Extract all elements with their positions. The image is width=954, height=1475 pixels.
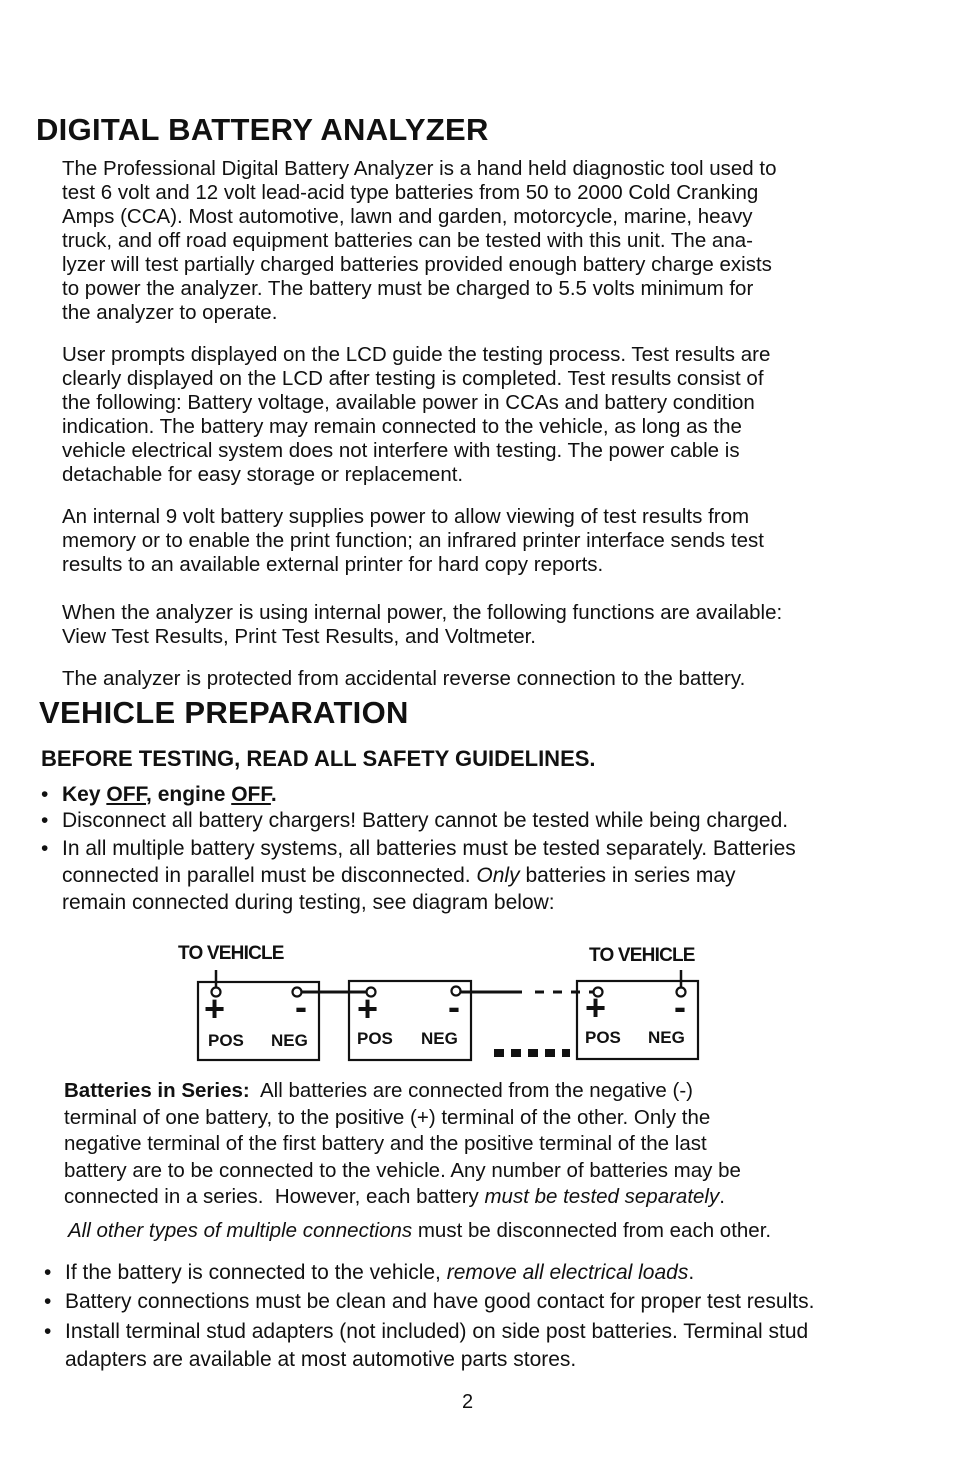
- text-line: vehicle electrical system does not interfere with testing. The power cable is: [62, 439, 740, 462]
- text-line: indication. The battery may remain connected to the vehicle, as long as the: [62, 415, 742, 438]
- plus-sign-2: +: [357, 988, 379, 1029]
- bullet-stud-adapters: [44, 1318, 809, 1374]
- engine-off-text: OFF: [231, 783, 271, 806]
- emphasis: remove all electrical loads: [446, 1261, 689, 1284]
- text-line: memory or to enable the print function; an infrared printer interface sends test: [62, 529, 764, 552]
- bullet-dot: •: [44, 1261, 52, 1284]
- text-line: to power the analyzer. The battery must be charged to 5.5 volts minimum for: [62, 277, 754, 300]
- text-segment: must be disconnected from each other.: [412, 1219, 772, 1242]
- text-line: The analyzer is protected from accidental reverse connection to the battery.: [62, 667, 746, 690]
- minus-sign-3: -: [674, 986, 686, 1027]
- text-line: lyzer will test partially charged batteries provided enough battery charge exists: [62, 253, 772, 276]
- text-segment: connected in a series. However, each battery: [64, 1185, 485, 1208]
- text-line: [64, 1078, 741, 1105]
- text-line: battery are to be connected to the vehicle. Any number of batteries may be: [64, 1158, 741, 1182]
- to-vehicle-label-left: TO VEHICLE: [178, 943, 284, 964]
- neg-label-3: NEG: [648, 1028, 685, 1047]
- text-line: When the analyzer is using internal power, the following functions are available:: [62, 601, 783, 624]
- text-segment: .: [688, 1261, 695, 1284]
- text-line: clearly displayed on the LCD after testing is completed. Test results consist of: [62, 367, 764, 390]
- heading-vehicle: VEHICLE PREPARATION: [39, 695, 409, 730]
- plus-sign-3: +: [585, 987, 607, 1028]
- period: .: [270, 783, 277, 806]
- engine-text: , engine: [146, 783, 232, 806]
- other-connections-note: [68, 1219, 771, 1243]
- text-line: test 6 volt and 12 volt lead-acid type batteries from 50 to 2000 Cold Cranking: [62, 181, 759, 204]
- to-vehicle-label-right: TO VEHICLE: [589, 945, 695, 966]
- batteries-in-series-note: [64, 1078, 741, 1211]
- text-line: remain connected during testing, see diagram below:: [62, 891, 555, 914]
- text-line: negative terminal of the first battery and the positive terminal of the last: [64, 1132, 707, 1155]
- text-line: terminal of one battery, to the positive (+) terminal of the other. Only the: [64, 1105, 711, 1129]
- bullet-text: Battery connections must be clean and have good contact for proper test results.: [65, 1290, 815, 1313]
- bullet-remove-loads: [44, 1260, 695, 1286]
- text-line: The Professional Digital Battery Analyzer is a hand held diagnostic tool used to: [62, 157, 777, 180]
- text-line: truck, and off road equipment batteries can be tested with this unit. The ana-: [62, 229, 753, 252]
- batteries-in-series-diagram: [0, 930, 954, 1070]
- key-off-text: OFF: [106, 783, 147, 806]
- safety-heading: BEFORE TESTING, READ ALL SAFETY GUIDELINES.: [41, 746, 596, 771]
- text-line: In all multiple battery systems, all batteries must be tested separately. Batteries: [62, 837, 796, 860]
- minus-sign-2: -: [448, 986, 460, 1027]
- paragraph-internal-power: [62, 601, 902, 649]
- neg-label-2: NEG: [421, 1029, 458, 1048]
- bullet-key-off: [41, 782, 277, 808]
- text-segment: batteries in series may: [519, 864, 736, 887]
- bullet-text: Disconnect all battery chargers! Battery cannot be tested while being charged.: [62, 809, 789, 832]
- bullet-dot: •: [41, 809, 49, 832]
- neg-label-1: NEG: [271, 1031, 308, 1050]
- bullet-multiple-systems: [41, 835, 796, 916]
- heading-analyzer: DIGITAL BATTERY ANALYZER: [36, 112, 489, 147]
- paragraph-prompts: [62, 343, 902, 487]
- bullet-dot: •: [41, 837, 49, 860]
- series-label: Batteries in Series:: [64, 1079, 250, 1102]
- text-segment: connected in parallel must be disconnected.: [62, 864, 477, 887]
- paragraph-protection: [62, 667, 902, 691]
- minus-sign-1: -: [295, 986, 307, 1027]
- text-line: User prompts displayed on the LCD guide the testing process. Test results are: [62, 343, 771, 366]
- paragraph-internal-battery: [62, 505, 902, 577]
- text-line: the following: Battery voltage, available power in CCAs and battery condition: [62, 391, 755, 414]
- text-line: adapters are available at most automotive parts stores.: [65, 1348, 577, 1371]
- text-segment: If the battery is connected to the vehicle,: [65, 1261, 447, 1284]
- only-emphasis: Only: [476, 864, 520, 887]
- text-line: [62, 862, 796, 889]
- bullet-clean-connections: [44, 1289, 815, 1315]
- text-line: [64, 1184, 741, 1211]
- text-line: Install terminal stud adapters (not included) on side post batteries. Terminal stud: [65, 1320, 809, 1343]
- text-segment: .: [719, 1185, 725, 1208]
- text-line: results to an available external printer for hard copy reports.: [62, 553, 604, 576]
- key-text: Key: [62, 783, 107, 806]
- pos-label-2: POS: [357, 1029, 393, 1048]
- pos-label-3: POS: [585, 1028, 621, 1047]
- bullet-dot: •: [44, 1320, 52, 1343]
- text-line: Amps (CCA). Most automotive, lawn and garden, motorcycle, marine, heavy: [62, 205, 753, 228]
- text-segment: All batteries are connected from the negative (-): [249, 1079, 693, 1102]
- text-line: the analyzer to operate.: [62, 301, 278, 324]
- bullet-dot: •: [44, 1290, 52, 1313]
- pos-label-1: POS: [208, 1031, 244, 1050]
- emphasis: must be tested separately: [484, 1185, 720, 1208]
- text-line: View Test Results, Print Test Results, and Voltmeter.: [62, 625, 537, 648]
- bullet-chargers: [41, 808, 789, 834]
- bullet-dot: •: [41, 783, 49, 806]
- emphasis: All other types of multiple connections: [68, 1219, 413, 1242]
- text-line: detachable for easy storage or replacement.: [62, 463, 464, 486]
- page-number: 2: [462, 1391, 474, 1413]
- text-line: An internal 9 volt battery supplies power to allow viewing of test results from: [62, 505, 750, 528]
- paragraph-intro: [62, 157, 902, 325]
- plus-sign-1: +: [204, 988, 226, 1029]
